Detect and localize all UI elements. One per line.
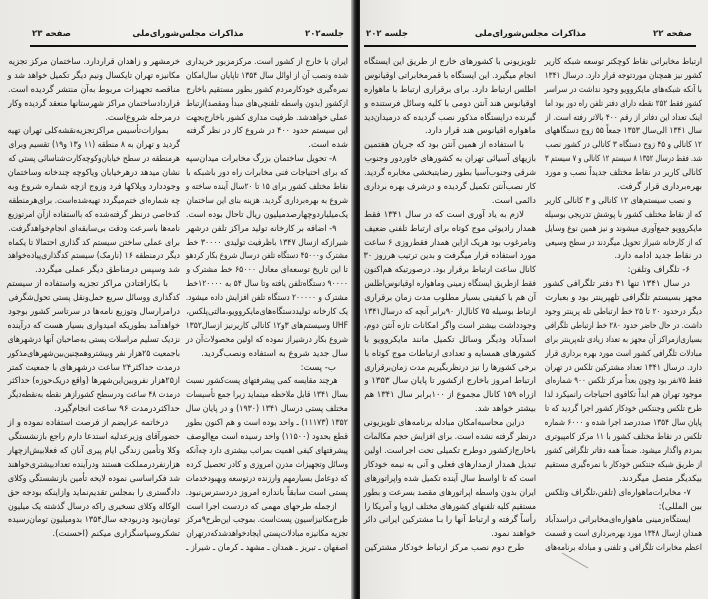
text-line: ۷- مخابرات‌ماهواره‌ای (تلفن،تلگراف وتلکس bbox=[544, 487, 691, 498]
text-line: ایران بدون واسطه اپراتورهای مقصد بسرعت و بطور bbox=[363, 487, 536, 498]
text-column-right bbox=[545, 56, 702, 556]
paragraph bbox=[545, 264, 702, 278]
text-line: ۱۳۵۲ (۱۱۱۷۳) ـ واحد بوده است و هم اکنون بطور bbox=[185, 418, 348, 429]
paragraph bbox=[8, 417, 180, 542]
text-line: مجهز بسیستم تلگرافی تلهپرینتر بود و بعبارت bbox=[545, 293, 702, 304]
text-line: یک کارخانه تولیددستگاه‌های‌مایکروویو،مالتی‌پلکس، bbox=[186, 307, 348, 318]
text-line: ازکشور (بدون واسطه تلفنچی‌های مبدأ ومقصد)ارتباط bbox=[185, 98, 348, 109]
text-line: با آنکه شبکه‌های مایکروویو وجود نداشت در سراسر bbox=[544, 84, 702, 95]
paragraph bbox=[186, 223, 348, 362]
text-line: برای عملی ساختن سیستم کد گذاری احتمالا تا یکماه bbox=[8, 237, 181, 248]
text-line: درامرارسال وتوزیع نامه‌ها در سرتاسر کشور بوجود bbox=[8, 307, 180, 318]
text-line: آن هم با کیفیتی بسیار مطلوب مدت زمان برقراری bbox=[364, 293, 536, 304]
text-line: درمدت ۴۸ ساعت ودرسطح کشورازهر نقطه به‌نقطه‌دیگر bbox=[8, 390, 180, 401]
text-line: فقط ازطریق ایستگاه زمینی وماهواره اوقیانوس‌اطلس bbox=[364, 279, 536, 290]
text-column-right bbox=[186, 56, 348, 556]
text-column-left bbox=[364, 56, 536, 556]
text-line: ارتباط بوسیله ۷۵ کانال‌از ۹۰برابر آنچه که درسال۱۳۴۱ bbox=[363, 307, 536, 318]
text-line: که برای احتیاجات فنی مخابرات راه دور باشبکه با bbox=[186, 168, 348, 179]
text-line: شروع به بهره‌برداری گردید. هزینه بنای این ساختمان bbox=[186, 195, 348, 206]
text-line: تومان‌بود ودربودجه سال۱۳۵۴ بدومیلیون تومان‌رسیده bbox=[8, 515, 180, 526]
text-line: برخی کشورها را نیز درنظربگیریم مدت زمان‌برقراری bbox=[364, 362, 536, 373]
text-line: دائمی است. bbox=[491, 195, 536, 206]
text-line: ارتباط مخابراتی نقاط کوچکتر توسعه شبکه کاریر bbox=[544, 57, 702, 67]
text-line: بسیاری‌ازمراکز آن مجهز به تعداد زیادی تله‌پرینتر برای bbox=[544, 334, 702, 345]
text-line: نزدیک تسلیم مراسلات پستی به‌صاحبان آنها درشهرهای bbox=[7, 334, 180, 345]
text-line: سال جدید شروع به استفاده ونصب‌گردید. bbox=[201, 348, 348, 359]
running-header bbox=[366, 27, 692, 41]
text-line: حضورآقای وزیرعدلیه استدعا دارم راجع بازنشستگی bbox=[8, 432, 181, 443]
text-line: کدخاصی درنظر گرفته‌شده که بااستفاده ازآن امرتوزیع bbox=[8, 209, 181, 220]
paragraph bbox=[545, 278, 702, 486]
text-line: در سال ۱۳۴۱ تنها ۴۱ دفتر تلگرافی کشور bbox=[543, 279, 690, 290]
text-line: در نقاط جدید ادامه دارد. bbox=[614, 251, 702, 262]
text-line: مکانیزه تهران تایکسال ونیم دیگر تکمیل خواهد شد و bbox=[7, 70, 181, 81]
text-line: ازجمله طرحهای مهمی که دردست اجرا است bbox=[186, 501, 337, 512]
text-line: کدگذاری ووسائل سریع حمل‌ونقل پستی تحول‌شگرفی bbox=[8, 293, 180, 304]
text-line: ۱۲ کانالی و ۴۵ زوج دستگاه ۳ کانالی در کشور نصب bbox=[545, 140, 702, 151]
text-line: شده ونصب آن از اوائل سال ۱۳۵۴ تاپایان سال‌امکان bbox=[185, 70, 348, 81]
text-line: که از کارخانه شیراز تحویل میگردند در سطح وسیعی bbox=[545, 237, 702, 248]
text-line: مناقصه تجهیزات مربوط به‌آن منتشر گردیده است. bbox=[8, 84, 180, 95]
text-line: سال ۱۳۴۱ الی‌سال ۱۳۵۳ جمعاً ۵۵ زوج دستگاههای bbox=[544, 126, 702, 137]
text-line: کشور نیز همچنان موردتوجه قرار دارد. درسال ۱۳۴۱ bbox=[544, 70, 702, 81]
text-line: باجمعیت ۲۵هزار نفر وبیشتروهمچنین‌بین‌شهرهای‌مذکور bbox=[7, 348, 180, 359]
text-line: بهره‌برداری قرار گرفت. bbox=[617, 182, 702, 193]
text-line: کار نصب‌آنتن تکمیل گردیده و درشرف بهره برداری bbox=[363, 182, 536, 193]
header-rule bbox=[364, 45, 696, 47]
text-line: وکلا وتأمین زندگی ایام پیری آنان که فعلابیش‌ازچهار bbox=[7, 445, 181, 456]
text-line: عملی خواهدشد. ظرفیت مداری کشور باخارج‌بجهت bbox=[186, 112, 348, 123]
text-line: قراردادساختمان مراکز شهرستانها منعقد گردیده وکار bbox=[8, 98, 180, 109]
session-number: جلسه ۲۰۲ bbox=[366, 29, 408, 39]
paragraph bbox=[186, 501, 348, 557]
running-header bbox=[32, 27, 344, 41]
text-line: درمرحله شروع‌است. bbox=[105, 112, 180, 123]
paragraph bbox=[364, 56, 536, 139]
text-line: طرح تلکس وجنتکس خودکار کشور اجرا گردید که تا bbox=[544, 404, 702, 415]
text-line: مایکروویو جمع‌آوری میشوند و نیز همین نوع وسایل bbox=[544, 223, 702, 234]
paragraph bbox=[545, 514, 702, 556]
text-line: پیشرفتهای کیفی اهمیت بمراتب بیشتری دارد چه‌آنکه bbox=[185, 445, 348, 456]
text-line: نقاط مختلف کشور برای ۱۵ تا ۲۰سال آینده ساخته و bbox=[185, 182, 348, 193]
text-line: با بکارافتادن مراکز تجزیه واستفاده از سیستم bbox=[6, 279, 168, 290]
text-line: موجود تهران هم ابداً تکافوی احتیاجات رانمیکرد لذا bbox=[544, 390, 702, 401]
paragraph bbox=[364, 417, 536, 542]
text-line: دادگستری را بمجلس تقدیم‌نماید وازاینکه بودجه حق bbox=[7, 487, 180, 498]
paragraph bbox=[186, 362, 348, 376]
text-line: بسال ۱۳۴۱ قابل ملاحظه مینماید زیرا جمع تأسیسات bbox=[186, 390, 348, 401]
text-line: انجام میگیرد. این ایستگاه با قمرمخابراتی اوقیانوس bbox=[364, 70, 536, 81]
text-line: هرچند مقایسه کمی پیشرفتهای پست‌کشور نسبت bbox=[185, 376, 338, 387]
text-line: کشورهای همسایه و تعدادی ارتباطات موج کوتاه با bbox=[364, 348, 536, 359]
text-line: درخاتمه عرایضم از فرصت استفاده نموده و از bbox=[7, 418, 169, 429]
text-line: وجوددارد وپلاکها فرد وزوج ازچه شماره شروع وبه bbox=[7, 182, 180, 193]
text-line: ایران با خارج از کشور است. مرکزمزبور خریداری bbox=[185, 57, 348, 67]
paragraph bbox=[364, 542, 536, 556]
text-line: باخارج‌ازکشور دوطرح تکمیلی تحت اجراست. اولین bbox=[364, 445, 536, 456]
text-line: تلکس در نقاط مختلف کشور با ۱۱ مرکز کامپیوتری bbox=[544, 432, 702, 443]
text-line: مورد استفاده قرار میگرفت و بدین ترتیب هرروز ۳۰ bbox=[363, 251, 536, 262]
paragraph bbox=[8, 56, 180, 125]
text-line: اوقیانوس هند آنتن دومی با کلیه وسائل فرستنده و bbox=[364, 98, 536, 109]
text-column-left bbox=[8, 56, 180, 542]
text-line: رأساً گرفته و ارتباط آنها را بـا مشترکین ایرانی دائر bbox=[363, 515, 536, 526]
text-line: درمدت حداکثر۲۴ ساعت درشهرهای با جمعیت کمتر bbox=[7, 362, 180, 373]
text-line: وسائل وتجهیزات مدرن امروزی و کادر تحصیل کرده bbox=[186, 459, 348, 470]
paragraph bbox=[8, 125, 180, 278]
header-title: مذاکرات مجلس‌شورای‌ملی bbox=[474, 29, 587, 39]
text-line: نشان میدهد درهرخیابان ویاکوچه چندخانه وساختمان bbox=[7, 168, 180, 179]
text-line: پستی است سابقاً باندازه امروز دردسترس‌نبود. bbox=[185, 487, 348, 498]
text-line: دراین محاسبه‌امکان مبادله برنامه‌های تلویزیونی bbox=[363, 418, 525, 429]
text-line: که از نقاط مختلف کشور با پوشش تدریجی بوسیله bbox=[544, 209, 702, 220]
text-line: از طریق شبکه جنتکس خودکار با نمره‌گیری مستقیم bbox=[545, 459, 702, 470]
text-line: اصفهان ـ تبریز ـ همدان ـ مشهد ـ کرمان ـ شیراز ـ bbox=[186, 543, 348, 554]
text-line: وجودداشت بیشتر است واگر امکانات تازه آنتن دوم، bbox=[363, 320, 536, 331]
paragraph bbox=[8, 278, 180, 417]
paragraph bbox=[364, 139, 536, 208]
text-line: دیگر درحدود ۲۰ تا ۲۵ خط ارتباطی تله پرینتر وجود bbox=[544, 307, 702, 318]
text-line: مشترک و۴۵۰۰۰ دستگاه تلفن درسال شروع بکار کردهو bbox=[185, 251, 348, 262]
text-line: همدان ازسال ۱۳۴۸ مورد بهره‌برداری است و قسمت bbox=[544, 529, 702, 540]
text-line: و نصب سیستم‌های ۱۲ کانالی و ۳ کانالی کاریر bbox=[545, 195, 692, 206]
header-rule bbox=[30, 45, 348, 47]
text-line: اطلس ارتباط دارد. برای برقراری ارتباط با ماهواره bbox=[364, 84, 536, 95]
text-line: با استفاده از همین آنتن بود که جریان هفتمین bbox=[364, 140, 524, 151]
text-line: الوکاله وکلای تسخیری راکه درسال گذشته یک میلیون bbox=[7, 501, 180, 512]
text-line: تبدیل همدار ازمدارهای فعلی و آنی به نیمه خودکار bbox=[363, 459, 536, 470]
text-line: ۶- تلگراف وتلفن: bbox=[627, 265, 690, 276]
text-line: شرقی وجنوب‌آسیا بطور رضایتبخشی مخابره گردید. bbox=[363, 168, 536, 179]
text-line: شروع بکار درشیراز نموده که اولین محصولات‌آن در bbox=[185, 334, 348, 345]
text-line: ماهواره اقیانوس هند قرار دارد. bbox=[424, 126, 536, 137]
paragraph bbox=[545, 56, 702, 195]
text-line: تجزیه مکانیزه مبادلات‌پستی ایجادخواهدشدکه‌درتهران bbox=[186, 529, 348, 540]
text-line: خواهند نمود. bbox=[491, 529, 536, 540]
text-line: شد وسپس درمناطق دیگر عملی میگردد. bbox=[35, 265, 180, 276]
text-line: مشترک و ۲۰۰۰۰۰ دستگاه تلفن افزایش داده میشود. bbox=[185, 293, 348, 304]
text-line: حداکثردرمدت ۹۶ ساعت انجام‌گیرد. bbox=[54, 404, 180, 415]
text-line: قطع بحدود (۱۱۵۰۰) واحد رسیده است مع‌الوصف bbox=[186, 432, 348, 443]
text-line: ۸- تحویل ساختمان بزرگ مخابرات میدان‌سپه bbox=[185, 154, 337, 165]
header-title: مذاکرات مجلس‌شورای‌ملی bbox=[132, 29, 244, 39]
paragraph bbox=[364, 209, 536, 417]
text-line: طرح دوم نصب مرکز ارتباط خودکار مشترکین bbox=[364, 543, 525, 554]
text-line: خواهدآمد بطوریکه امیدواری بسیار هست که درآینده bbox=[7, 320, 180, 331]
paragraph bbox=[186, 153, 348, 222]
text-line: ایستگاه‌زمینی ماهواره‌ای‌مخابراتی دراسدآباد bbox=[545, 515, 691, 526]
session-number: جلسه۲۰۲ bbox=[305, 29, 344, 39]
paragraph bbox=[545, 487, 702, 515]
text-line: تشکروسپاسگزاری میکنم (احسنت). bbox=[52, 529, 180, 540]
text-line: یک‌میلیاردوچهارصدمیلیون ریال تاحال بوده است. bbox=[185, 209, 348, 220]
paragraph bbox=[545, 195, 702, 264]
text-line: همدار رادیوئی موج کوتاه برای ارتباط تلفنی ضعیف bbox=[364, 223, 536, 234]
text-line: UHF وسیستم‌های ۳و۱۲ کانالی کاریرنیز ازسال۱۳۵۲ bbox=[185, 320, 348, 331]
text-line: بیشتر خواهد شد. bbox=[474, 404, 536, 415]
text-line: گردید و تهران به ۸ منطقه (۱۱ و۱۳ و۱۹) تقسیم وبرای bbox=[8, 140, 180, 151]
text-line: لازم به یاد آوری است که در سال ۱۳۴۱ فقط bbox=[364, 209, 524, 220]
text-line: نمره‌گیری خودکارمردم کشور بطور مستقیم باخارج bbox=[186, 84, 348, 95]
text-line: از۲۵هزار نفروبین‌این‌شهرها (واقع دریک‌حوزه) حداکثر bbox=[7, 376, 180, 387]
text-line: هرمنطقه در سطح خیابان‌وکوچه‌کارت‌شناسائی پستی که bbox=[8, 154, 180, 165]
text-line: بیکدیگر متصل میگردند. bbox=[619, 473, 702, 484]
text-line: طرح‌مکانیزاسیون پست‌است. بموجب این‌طرح۹مرکز bbox=[185, 515, 348, 526]
text-line: ب- پست: bbox=[300, 362, 336, 373]
text-line: ۹- اضافه بر کارخانه تولید مراکز تلفن درشهر bbox=[186, 223, 337, 234]
text-line: مستقیم کلیه تلفنهای کشورهای مختلف اروپا و آمریکا را bbox=[364, 501, 536, 512]
text-line: بین المللی): bbox=[658, 501, 702, 512]
text-line: شده است. bbox=[308, 140, 348, 151]
text-line: شد. فقط درسال ۱۳۵۲ ۸ سیستم ۱۲ کانالی و ۷ سیستم ۳ bbox=[545, 154, 702, 165]
text-line: بازیهای آسیائی تهران به کشورهای خاوردور وجنوب bbox=[364, 154, 536, 165]
text-line: بمردم واگذار میشود. ضمناً همه دفاتر تلگرافی کشور bbox=[545, 445, 702, 456]
text-line: نامه‌ها باسرعت ودقت بی‌سابقه‌ای انجام‌خواهدگرفت. bbox=[8, 223, 181, 234]
text-line: گیرنده درایستگاه مذکور نصب گردیده که درمیدان‌دید bbox=[363, 112, 536, 123]
text-line: ۹۰۰۰۰ دستگاه‌تلفن یافته وتا سال ۵۴ به ۱۲۰۰۰۰خط bbox=[186, 279, 348, 290]
text-line: است که تا اواسط سال آینده تکمیل شده واپراتورهای bbox=[364, 473, 536, 484]
page-number: صفحه ۲۲ bbox=[653, 29, 692, 39]
text-line: تا این تاریخ توسعه‌ای معادل ۶۵۰۰۰ خط مشترک و bbox=[186, 265, 348, 276]
text-line: ارتباط امروز باخارج ازکشور تا پایان سال ۱۳۵۳ و bbox=[364, 376, 536, 387]
page-22 bbox=[360, 0, 708, 599]
text-line: پایان سال ۱۳۵۴ صددرصد اجرا شده و ۶۰۰۰ شماره bbox=[544, 418, 702, 429]
text-line: تلویزیونی با کشورهای خارج از طریق این ایستگاه bbox=[363, 57, 536, 67]
text-line: دیگر درمنطقه ۱۶ (نارمک) سیستم کدگذاری‌پیاده‌خواهد bbox=[7, 251, 180, 262]
text-line: اینک تعداد این دفاتر از رقم ۴۰۰ بالاتر رفته است. از bbox=[545, 112, 702, 123]
text-line: کانال ساعت ارتباط برقرار بود. درصورتیکه هم‌اکنون bbox=[363, 265, 536, 276]
page-number: صفحه ۲۳ bbox=[32, 29, 71, 39]
text-line: داشت. در حال حاضر حدود ۲۸۰ خط ارتباطی تلگرافی bbox=[544, 320, 702, 331]
text-line: مبادلات تلگرافی کشور است مورد بهره برداری قرار bbox=[545, 348, 702, 359]
text-line: دارد. درسال ۱۳۴۱ تعداد مشترکین تلکس در تهران bbox=[544, 362, 702, 373]
text-line: ونامرغوب بود هریک ازاین همدار فقط‌روزی ۶ ساعت bbox=[364, 237, 536, 248]
text-line: شیرازکه ازسال ۱۳۴۷ باظرفیت تولیدی ۳۰۰۰۰ خط bbox=[186, 237, 348, 248]
paragraph bbox=[186, 375, 348, 500]
text-line: درنظر گرفته نشده است. برای افزایش حجم مکالمات bbox=[363, 432, 536, 443]
text-line: هزارنفردرمملکت هستند ودرآینده تعدادبیشتری‌خواهند bbox=[7, 459, 180, 470]
text-line: که دوعامل بسیارمهم وارزنده درتوسعه وبهبودخدمات bbox=[185, 473, 348, 484]
text-line: این سیستم حدود ۴۰۰ در شروع کار در نظر گرفته bbox=[186, 126, 348, 137]
text-line: چه شماره‌ای ختم‌میگردد تهیه‌شده‌است. برای‌هرمنطقه bbox=[8, 195, 180, 206]
paragraph bbox=[186, 56, 348, 153]
text-line: بموازات‌تأسیس مراکزتجزیه‌نقشه‌کلی تهران تهیه bbox=[7, 126, 169, 137]
text-line: اعظم مخابرات تلگرافی و تلفنی و مبادله برنامه‌های bbox=[545, 543, 702, 554]
text-line: مختلف پستی درسال ۱۳۴۱ (۱۹۳۰) و در پایان سال bbox=[185, 404, 348, 415]
text-line: فقط ۷۵نفر بود وچون بعداً مرکز تلکس ۹۰۰ شماره‌ای bbox=[544, 376, 702, 387]
text-line: کانالی کاریر در نقاط مختلف جدیداً نصب و مورد bbox=[545, 168, 702, 179]
text-line: خرمشهر و زاهدان قراردارد. ساختمان مرکز تجزیه bbox=[8, 57, 180, 67]
text-line: شد فکراساسی نموده لایحه تأمین بازنشستگی وکلای bbox=[7, 473, 180, 484]
text-line: اسدآباد ودیگر وسائل تکمیل مانند مایکروویو با bbox=[364, 334, 536, 345]
text-line: کشور فقط ۲۵۲ نقطه دارای دفتر تلفن راه دور بود اما bbox=[545, 98, 702, 109]
text-line: ازراه ۱۵۹ کانال مجموع از ۱۰۰برابر سال ۱۳۴۱ هم bbox=[364, 390, 536, 401]
